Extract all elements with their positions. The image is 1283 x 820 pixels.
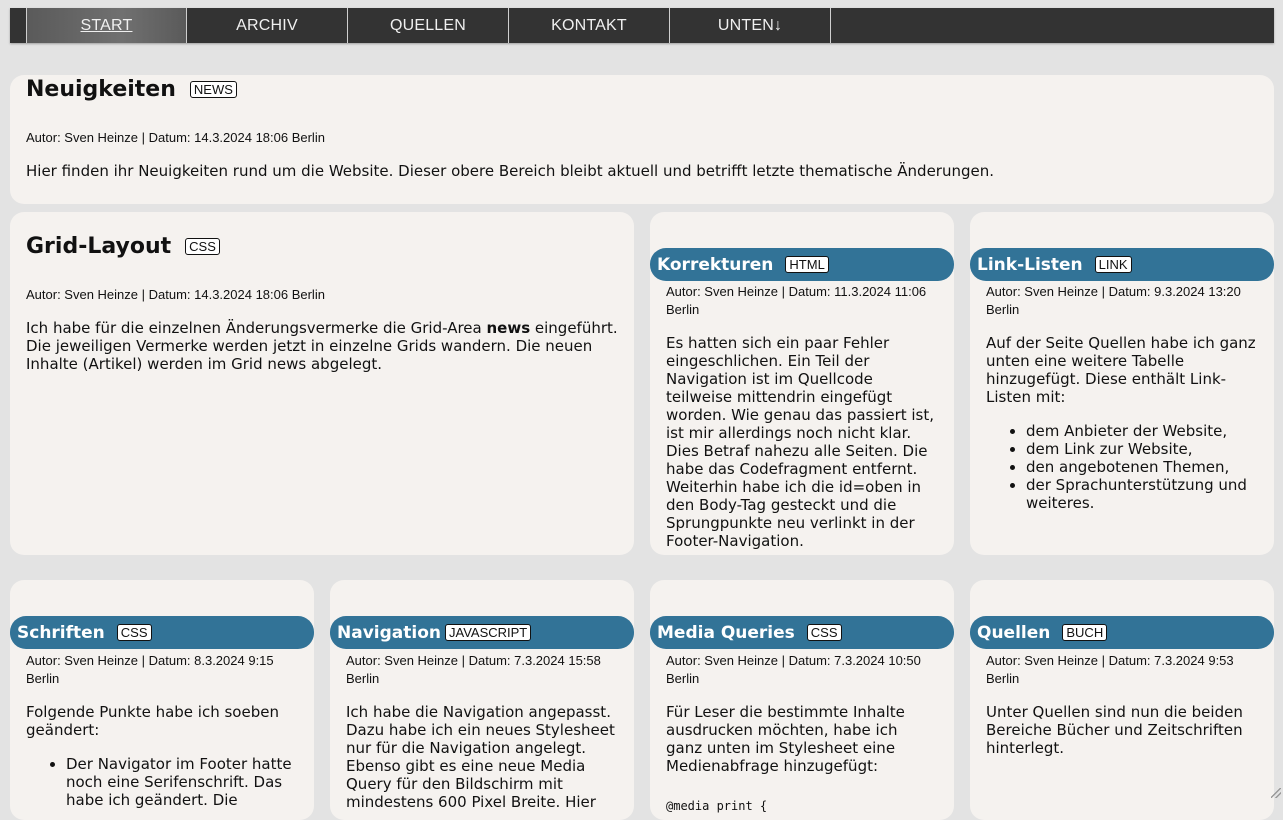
code-block: @media print { <box>666 799 768 813</box>
article-schriften-heading <box>10 616 314 649</box>
article-navigation-tag: JAVASCRIPT <box>445 624 531 641</box>
article-link-listen-tag: LINK <box>1095 256 1132 273</box>
article-schriften-text <box>26 703 298 809</box>
article-media-queries-meta: Autor: Sven Heinze | Datum: 7.3.2024 10:50 Berlin <box>666 653 921 686</box>
article-quellen-title: Quellen <box>977 622 1051 643</box>
article-schriften-list <box>26 755 298 809</box>
article-quellen <box>970 580 1274 820</box>
article-media-queries <box>650 580 954 820</box>
article-schriften-tag: CSS <box>117 624 152 641</box>
article-grid-layout <box>10 212 634 555</box>
nav-item-kontakt[interactable]: KONTAKT <box>509 8 670 43</box>
news-heading <box>26 77 237 102</box>
article-schriften-title: Schriften <box>17 622 105 643</box>
news-panel <box>10 75 1274 204</box>
article-media-queries-title: Media Queries <box>657 622 795 643</box>
article-grid-text <box>26 319 618 373</box>
article-korrekturen <box>650 212 954 555</box>
article-navigation-text: Ich habe die Navigation angepasst. Dazu habe ich ein neues Stylesheet nur für die Navigation angelegt. Ebenso gibt es eine neue Media Query für den Bildschirm mit mindestens 600 Pixel Breite. Hier <box>346 703 615 811</box>
article-quellen-text: Unter Quellen sind nun die beiden Bereiche Bücher und Zeitschriften hinterlegt. <box>986 703 1243 757</box>
article-schriften <box>10 580 314 820</box>
list-item: • Der Navigator im Footer hatte noch eine Serifenschrift. Das habe ich geändert. Die <box>66 755 298 809</box>
article-schriften-intro: Folgende Punkte habe ich soeben geändert: <box>26 703 279 739</box>
list-item: • der Sprachunterstützung und weiteres. <box>1026 476 1258 512</box>
article-media-queries-heading <box>650 616 954 649</box>
article-quellen-heading <box>970 616 1274 649</box>
article-link-listen-meta: Autor: Sven Heinze | Datum: 9.3.2024 13:20 Berlin <box>986 284 1241 317</box>
article-link-listen-list <box>986 422 1258 512</box>
list-item: • den angebotenen Themen, <box>1026 458 1258 476</box>
list-item: • dem Link zur Website, <box>1026 440 1258 458</box>
article-quellen-tag: BUCH <box>1062 624 1107 641</box>
article-grid-heading <box>26 234 220 259</box>
news-title: Neuigkeiten <box>26 77 176 102</box>
main-navigation <box>10 8 1274 43</box>
article-korrekturen-heading <box>650 248 954 281</box>
article-grid-text-part: Ich habe für die einzelnen Änderungsvermerke die Grid-Area <box>26 319 487 337</box>
article-schriften-meta: Autor: Sven Heinze | Datum: 8.3.2024 9:15 Berlin <box>26 653 274 686</box>
list-item: • dem Anbieter der Website, <box>1026 422 1258 440</box>
nav-item-unten[interactable]: UNTEN↓ <box>670 8 831 43</box>
news-text: Hier finden ihr Neuigkeiten rund um die Website. Dieser obere Bereich bleibt aktuell und betrifft letzte thematische Änderungen. <box>26 162 995 180</box>
nav-item-quellen[interactable]: QUELLEN <box>348 8 509 43</box>
nav-item-start[interactable]: START <box>26 8 187 43</box>
resize-handle[interactable] <box>1271 788 1281 798</box>
article-grid-meta: Autor: Sven Heinze | Datum: 14.3.2024 18:06 Berlin <box>26 287 325 302</box>
article-korrekturen-title: Korrekturen <box>657 254 774 275</box>
article-link-listen-intro: Auf der Seite Quellen habe ich ganz unten eine weitere Tabelle hinzugefügt. Diese enthält Link-Listen mit: <box>986 334 1256 406</box>
article-media-queries-text <box>666 703 938 815</box>
article-korrekturen-meta: Autor: Sven Heinze | Datum: 11.3.2024 11:06 Berlin <box>666 284 927 317</box>
article-link-listen-title: Link-Listen <box>977 254 1083 275</box>
article-navigation <box>330 580 634 820</box>
article-quellen-meta: Autor: Sven Heinze | Datum: 7.3.2024 9:53 Berlin <box>986 653 1234 686</box>
news-meta: Autor: Sven Heinze | Datum: 14.3.2024 18:06 Berlin <box>26 130 325 145</box>
news-tag: NEWS <box>190 81 237 98</box>
article-grid-text-part: eingeführt. Die jeweiligen Vermerke werden jetzt in einzelne Grids wandern. Die neuen Inhalte (Artikel) werden im Grid news abgelegt. <box>26 319 618 373</box>
article-grid-tag: CSS <box>185 238 220 255</box>
article-korrekturen-tag: HTML <box>785 256 828 273</box>
article-link-listen-text <box>986 334 1258 512</box>
article-navigation-heading <box>330 616 634 649</box>
article-korrekturen-text: Es hatten sich ein paar Fehler eingeschlichen. Ein Teil der Navigation ist im Quellcode teilweise mittendrin eingefügt worden. Wie genau das passiert ist, ist mir allerdings noch nicht klar. Dies Betraf nahezu alle Seiten. Die habe das Codefragment entfernt. Weiterhin habe ich die id=oben in den Body-Tag gesteckt und die Sprungpunkte neu verlinkt in der Footer-Navigation. <box>666 334 935 550</box>
article-media-queries-tag: CSS <box>807 624 842 641</box>
article-link-listen <box>970 212 1274 555</box>
article-navigation-title: Navigation <box>337 622 441 643</box>
article-link-listen-heading <box>970 248 1274 281</box>
article-grid-text-bold: news <box>486 319 531 337</box>
nav-item-archiv[interactable]: ARCHIV <box>187 8 348 43</box>
article-media-queries-intro: Für Leser die bestimmte Inhalte ausdrucken möchten, habe ich ganz unten im Stylesheet eine Medienabfrage hinzugefügt: <box>666 703 905 775</box>
article-navigation-meta: Autor: Sven Heinze | Datum: 7.3.2024 15:58 Berlin <box>346 653 601 686</box>
article-grid-title: Grid-Layout <box>26 234 172 259</box>
